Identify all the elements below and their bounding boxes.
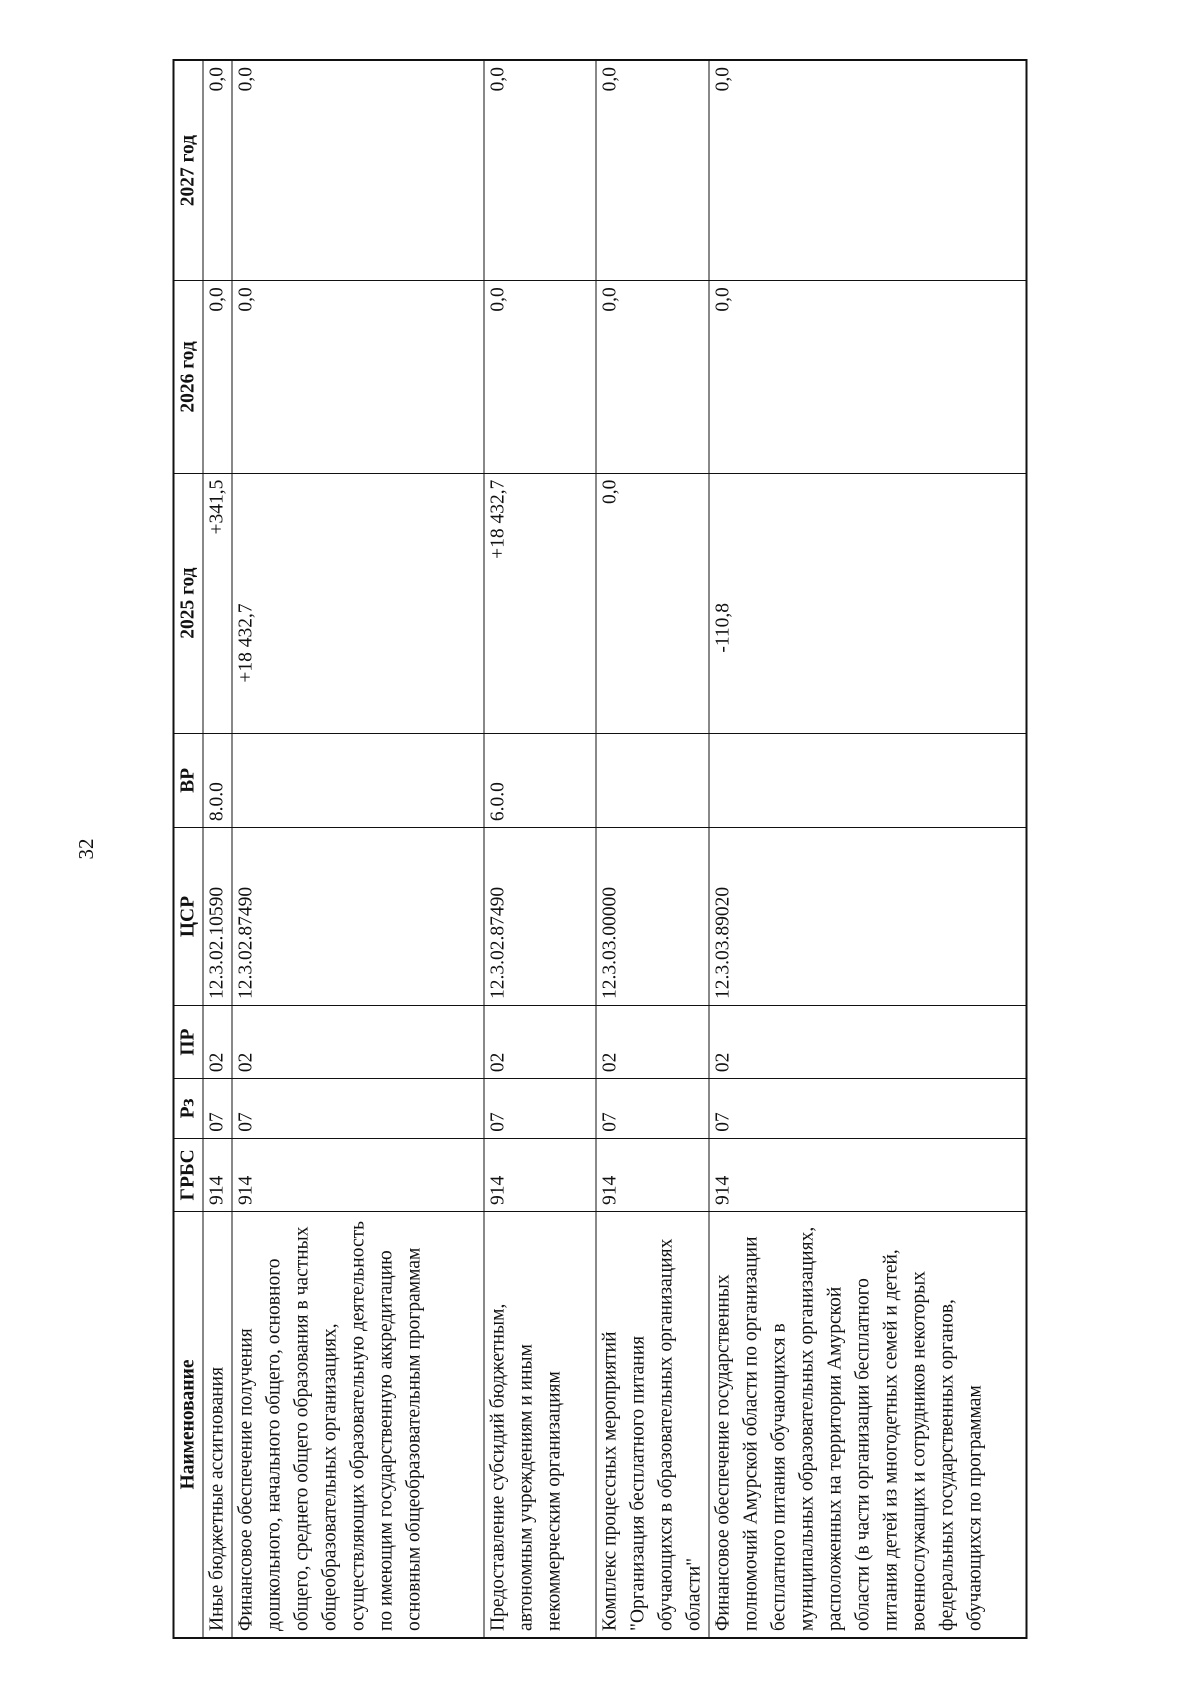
table-row (596, 60, 709, 1638)
cell-pr: 02 (709, 1005, 1027, 1078)
cell-csr: 12.3.02.87490 (232, 828, 484, 1006)
cell-rz: 07 (709, 1079, 1027, 1139)
cell-grbs: 914 (203, 1138, 232, 1211)
header-rz: Рз (174, 1079, 204, 1139)
cell-2027: 0,0 (596, 60, 709, 281)
cell-rz: 07 (484, 1079, 596, 1139)
rotated-table-wrapper (173, 59, 1028, 1639)
cell-grbs: 914 (484, 1138, 596, 1211)
header-csr: ЦСР (174, 828, 204, 1006)
header-name: Наименование (174, 1211, 204, 1638)
cell-csr: 12.3.02.10590 (203, 828, 232, 1006)
cell-rz: 07 (232, 1079, 484, 1139)
header-pr: ПР (174, 1005, 204, 1078)
cell-grbs: 914 (709, 1138, 1027, 1211)
cell-2026: 0,0 (596, 281, 709, 473)
header-2026: 2026 год (174, 281, 204, 473)
table-row (484, 60, 596, 1638)
cell-csr: 12.3.03.89020 (709, 828, 1027, 1006)
cell-vr: 6.0.0 (484, 733, 596, 828)
cell-vr (709, 733, 1027, 828)
cell-rz: 07 (596, 1079, 709, 1139)
cell-grbs: 914 (232, 1138, 484, 1211)
header-vr: ВР (174, 733, 204, 828)
cell-vr: 8.0.0 (203, 733, 232, 828)
cell-vr (596, 733, 709, 828)
cell-pr: 02 (232, 1005, 484, 1078)
cell-name: Иные бюджетные ассигнования (203, 1211, 232, 1638)
budget-table (173, 59, 1028, 1639)
cell-2025: +18 432,7 (484, 473, 596, 733)
table-row (709, 60, 1027, 1638)
header-grbs: ГРБС (174, 1138, 204, 1211)
header-2025: 2025 год (174, 473, 204, 733)
cell-grbs: 914 (596, 1138, 709, 1211)
cell-2027: 0,0 (484, 60, 596, 281)
cell-2025: +341,5 (203, 473, 232, 733)
cell-2027: 0,0 (709, 60, 1027, 281)
table-row (232, 60, 484, 1638)
cell-name: Финансовое обеспечение получения дошкольного, начального общего, основного общего, среднего общего образования в частных общеобразовательных организациях, осуществляющих образовательную деятельность по имеющим государственную аккредитацию основным общеобразовательным программам (232, 1211, 484, 1638)
cell-pr: 02 (596, 1005, 709, 1078)
cell-2025: 0,0 (596, 473, 709, 733)
cell-csr: 12.3.03.00000 (596, 828, 709, 1006)
table-row (203, 60, 232, 1638)
cell-2026: 0,0 (203, 281, 232, 473)
cell-name: Финансовое обеспечение государственных полномочий Амурской области по организации бесплатного питания обучающихся в муниципальных образовательных организациях, расположенных на территории Амурской области (в части организации бесплатного питания детей из многодетных семей и детей, военнослужащих и сотрудников некоторых федеральных государственных органов, обучающихся по программам (709, 1211, 1027, 1638)
cell-2025: -110,8 (709, 473, 1027, 733)
cell-2026: 0,0 (484, 281, 596, 473)
cell-name: Комплекс процессных мероприятий "Организация бесплатного питания обучающихся в образовательных организациях области" (596, 1211, 709, 1638)
cell-pr: 02 (203, 1005, 232, 1078)
page-number: 32 (74, 838, 98, 860)
cell-vr (232, 733, 484, 828)
cell-2026: 0,0 (232, 281, 484, 473)
cell-2027: 0,0 (203, 60, 232, 281)
cell-pr: 02 (484, 1005, 596, 1078)
cell-rz: 07 (203, 1079, 232, 1139)
cell-2027: 0,0 (232, 60, 484, 281)
cell-csr: 12.3.02.87490 (484, 828, 596, 1006)
cell-name: Предоставление субсидий бюджетным, автономным учреждениям и иным некоммерческим организациям (484, 1211, 596, 1638)
cell-2026: 0,0 (709, 281, 1027, 473)
table-header-row (174, 60, 204, 1638)
cell-2025: +18 432,7 (232, 473, 484, 733)
header-2027: 2027 год (174, 60, 204, 281)
